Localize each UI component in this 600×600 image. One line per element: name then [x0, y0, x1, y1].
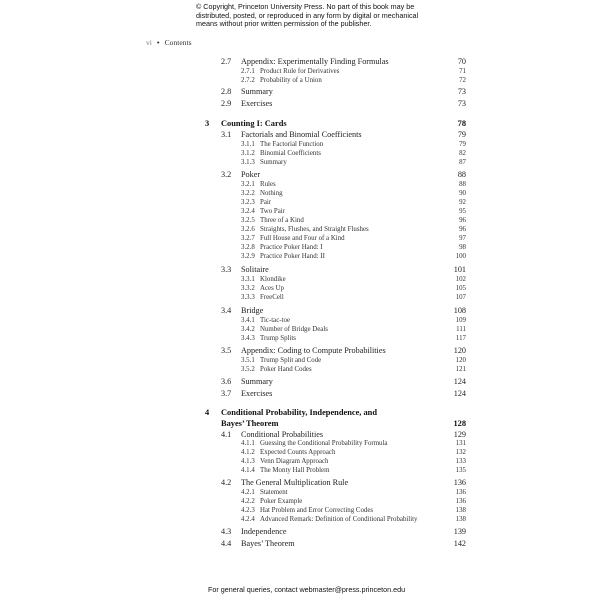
section-number: 3.5 [221, 346, 232, 355]
subsection-page: 88 [459, 181, 466, 188]
subsection-number: 2.7.1 [241, 68, 255, 75]
chapter-title-line2: Bayes’ Theorem [221, 419, 279, 428]
section-number: 2.8 [221, 87, 232, 96]
page-number: vi [146, 38, 152, 47]
subsection-number: 4.1.1 [241, 440, 255, 447]
subsection-title: Practice Poker Hand: I [260, 244, 323, 251]
subsection-title: Venn Diagram Approach [260, 458, 329, 465]
subsection-title: Three of a Kind [260, 217, 304, 224]
subsection-page: 95 [459, 208, 466, 215]
subsection-number: 3.3.2 [241, 285, 255, 292]
subsection-title: Trump Split and Code [260, 357, 322, 364]
subsection-title: Practice Poker Hand: II [260, 253, 325, 260]
subsection-page: 92 [459, 199, 466, 206]
subsection-number: 4.1.2 [241, 449, 255, 456]
section-title: Factorials and Binomial Coefficients [241, 130, 362, 139]
subsection-page: 102 [455, 276, 466, 283]
subsection-page: 96 [459, 226, 466, 233]
subsection-number: 3.3.1 [241, 276, 255, 283]
subsection-number: 4.2.1 [241, 489, 255, 496]
chapter-page: 78 [457, 119, 466, 128]
section-page: 142 [453, 539, 466, 548]
section-number: 2.7 [221, 57, 232, 66]
subsection-title: Guessing the Conditional Probability Formula [260, 440, 388, 447]
subsection-number: 4.2.3 [241, 507, 255, 514]
section-number: 3.2 [221, 170, 232, 179]
subsection-page: 71 [459, 68, 466, 75]
section-number: 4.2 [221, 478, 232, 487]
subsection-number: 3.1.3 [241, 159, 255, 166]
section-number: 3.7 [221, 389, 232, 398]
section-number: 4.4 [221, 539, 232, 548]
subsection-number: 3.2.1 [241, 181, 255, 188]
copyright-line: means without prior written permission of the publisher. [196, 19, 372, 29]
copyright-line: © Copyright, Princeton University Press. No part of this book may be [196, 2, 415, 11]
subsection-title: Poker Hand Codes [260, 366, 312, 373]
subsection-number: 3.5.1 [241, 357, 255, 364]
subsection-title: The Monty Hall Problem [260, 467, 330, 474]
subsection-title: Summary [260, 159, 287, 166]
section-number: 3.1 [221, 130, 232, 139]
copyright-line: distributed, posted, or reproduced in any form by digital or mechanical [196, 10, 419, 20]
section-title: Bridge [241, 306, 264, 315]
subsection-page: 72 [459, 77, 466, 84]
section-page: 129 [453, 430, 466, 439]
subsection-page: 132 [455, 449, 466, 456]
subsection-page: 98 [459, 244, 466, 251]
section-page: 108 [453, 306, 466, 315]
bullet-separator: • [156, 38, 160, 47]
subsection-page: 87 [459, 159, 466, 166]
section-page: 73 [457, 99, 466, 108]
section-page: 139 [453, 527, 466, 536]
subsection-title: Klondike [260, 276, 286, 283]
subsection-title: Hat Problem and Error Correcting Codes [260, 507, 374, 514]
subsection-number: 3.2.9 [241, 253, 255, 260]
subsection-number: 3.4.3 [241, 335, 255, 342]
subsection-title: Statement [260, 489, 288, 496]
subsection-title: FreeCell [260, 294, 284, 301]
subsection-title: Pair [260, 199, 272, 206]
subsection-number: 3.5.2 [241, 366, 255, 373]
subsection-title: Rules [260, 181, 276, 188]
subsection-page: 105 [455, 285, 466, 292]
section-number: 3.6 [221, 377, 232, 386]
section-page: 120 [453, 346, 466, 355]
subsection-title: Expected Counts Approach [260, 449, 336, 456]
subsection-number: 3.3.3 [241, 294, 255, 301]
subsection-title: Full House and Four of a Kind [260, 235, 345, 242]
section-page: 70 [457, 57, 466, 66]
subsection-number: 3.1.1 [241, 141, 255, 148]
subsection-number: 3.2.8 [241, 244, 255, 251]
subsection-number: 3.2.6 [241, 226, 255, 233]
chapter-page: 128 [453, 419, 466, 428]
subsection-page: 133 [455, 458, 466, 465]
subsection-page: 117 [455, 335, 466, 342]
subsection-page: 109 [455, 317, 466, 324]
chapter-title: Conditional Probability, Independence, and [221, 408, 377, 417]
chapter-number: 3 [205, 119, 210, 128]
subsection-title: Probability of a Union [260, 77, 322, 84]
section-page: 136 [453, 478, 466, 487]
subsection-title: Product Rule for Derivatives [260, 68, 340, 75]
section-number: 2.9 [221, 99, 232, 108]
section-title: Bayes’ Theorem [241, 539, 295, 548]
section-number: 4.3 [221, 527, 232, 536]
subsection-page: 111 [456, 326, 466, 333]
subsection-title: Binomial Coefficients [260, 150, 321, 157]
subsection-number: 3.2.3 [241, 199, 255, 206]
footer-contact: For general queries, contact webmaster@press.princeton.edu [208, 585, 406, 594]
subsection-title: Number of Bridge Deals [260, 326, 328, 333]
section-title: Independence [241, 527, 287, 536]
section-title: Conditional Probabilities [241, 430, 324, 439]
section-page: 124 [453, 377, 466, 386]
running-title: Contents [164, 38, 192, 47]
subsection-page: 79 [459, 141, 466, 148]
subsection-title: Tic-tac-toe [260, 317, 290, 324]
section-number: 3.3 [221, 265, 232, 274]
subsection-page: 100 [455, 253, 466, 260]
subsection-page: 120 [455, 357, 466, 364]
subsection-title: Advanced Remark: Definition of Conditional Probability [260, 516, 418, 523]
subsection-page: 82 [459, 150, 466, 157]
section-page: 124 [453, 389, 466, 398]
subsection-page: 135 [455, 467, 466, 474]
subsection-page: 136 [455, 498, 466, 505]
subsection-title: The Factorial Function [260, 141, 324, 148]
subsection-title: Poker Example [260, 498, 303, 505]
subsection-number: 4.2.2 [241, 498, 255, 505]
subsection-number: 3.1.2 [241, 150, 255, 157]
subsection-page: 131 [455, 440, 466, 447]
section-title: The General Multiplication Rule [241, 478, 349, 487]
subsection-number: 3.2.4 [241, 208, 255, 215]
subsection-page: 107 [455, 294, 466, 301]
subsection-page: 96 [459, 217, 466, 224]
subsection-title: Nothing [260, 190, 283, 197]
subsection-page: 136 [455, 489, 466, 496]
subsection-page: 138 [455, 507, 466, 514]
section-page: 101 [453, 265, 466, 274]
section-title: Exercises [241, 389, 273, 398]
section-title: Summary [241, 377, 273, 386]
section-title: Appendix: Experimentally Finding Formulas [241, 57, 389, 66]
subsection-page: 97 [459, 235, 466, 242]
subsection-page: 138 [455, 516, 466, 523]
section-page: 79 [457, 130, 466, 139]
section-number: 3.4 [221, 306, 232, 315]
subsection-number: 3.2.7 [241, 235, 255, 242]
section-title: Poker [241, 170, 261, 179]
subsection-title: Straights, Flushes, and Straight Flushes [260, 226, 369, 233]
subsection-number: 4.1.4 [241, 467, 255, 474]
section-page: 88 [457, 170, 466, 179]
subsection-number: 2.7.2 [241, 77, 255, 84]
section-title: Exercises [241, 99, 273, 108]
subsection-number: 3.2.2 [241, 190, 255, 197]
section-title: Summary [241, 87, 273, 96]
subsection-title: Two Pair [260, 208, 285, 215]
subsection-page: 90 [459, 190, 466, 197]
chapter-number: 4 [205, 408, 210, 417]
section-page: 73 [457, 87, 466, 96]
subsection-number: 3.2.5 [241, 217, 255, 224]
subsection-number: 4.2.4 [241, 516, 255, 523]
section-number: 4.1 [221, 430, 232, 439]
chapter-title: Counting I: Cards [221, 119, 287, 128]
subsection-number: 4.1.3 [241, 458, 255, 465]
subsection-number: 3.4.1 [241, 317, 255, 324]
subsection-page: 121 [455, 366, 466, 373]
subsection-title: Aces Up [260, 285, 284, 292]
section-title: Solitaire [241, 265, 269, 274]
subsection-number: 3.4.2 [241, 326, 255, 333]
subsection-title: Trump Splits [260, 335, 296, 342]
section-title: Appendix: Coding to Compute Probabilities [241, 346, 386, 355]
